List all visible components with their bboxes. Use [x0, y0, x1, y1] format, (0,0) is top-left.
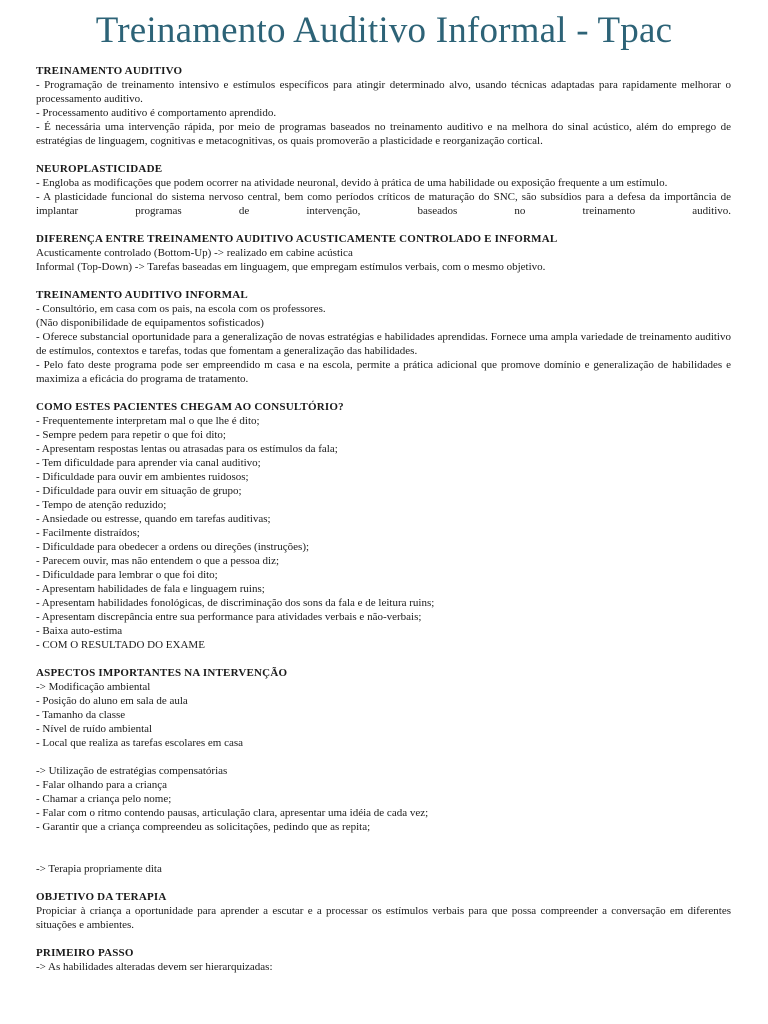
list-item: -> Modificação ambiental	[36, 681, 151, 693]
paragraph: Acusticamente controlado (Bottom-Up) -> realizado em cabine acústica	[36, 247, 353, 259]
section-heading: TREINAMENTO AUDITIVO	[36, 65, 183, 77]
list-item: - COM O RESULTADO DO EXAME	[36, 639, 205, 651]
list-item: - Local que realiza as tarefas escolares em casa	[36, 737, 244, 749]
section-heading: TREINAMENTO AUDITIVO INFORMAL	[36, 289, 248, 301]
list-item: -> Terapia propriamente dita	[36, 863, 162, 875]
paragraph: - Engloba as modificações que podem ocorrer na atividade neuronal, devido à prática de uma habilidade ou exposição frequente a um estímulo.	[36, 177, 668, 189]
list-item: - Dificuldade para ouvir em situação de grupo;	[36, 485, 242, 497]
list-item: - Tamanho da classe	[36, 709, 126, 721]
list-item: - Falar com o ritmo contendo pausas, articulação clara, apresentar uma idéia de cada vez;	[36, 807, 429, 819]
section-aspectos-importantes	[36, 666, 731, 876]
section-como-chegam	[36, 400, 731, 652]
list-item: - Chamar a criança pelo nome;	[36, 793, 172, 805]
list-item: - Apresentam habilidades de fala e linguagem ruins;	[36, 583, 265, 595]
paragraph: - Programação de treinamento intensivo e estímulos específicos para atingir determinado alvo, usando técnicas adaptadas para rapidamente melhorar o processamento auditivo.	[36, 79, 731, 105]
paragraph: - Processamento auditivo é comportamento aprendido.	[36, 107, 277, 119]
section-neuroplasticidade	[36, 162, 731, 218]
paragraph: - Oferece substancial oportunidade para a generalização de novas estratégias e habilidades aprendidas. Fornece uma ampla variedade de treinamento auditivo de estímulos, contextos e tarefas, todas que fomentam a generalização das habilidades.	[36, 331, 731, 357]
list-item: - Facilmente distraídos;	[36, 527, 140, 539]
section-heading: NEUROPLASTICIDADE	[36, 163, 163, 175]
section-heading: COMO ESTES PACIENTES CHEGAM AO CONSULTÓRIO?	[36, 401, 344, 413]
list-item: - Sempre pedem para repetir o que foi dito;	[36, 429, 226, 441]
list-item: - Dificuldade para lembrar o que foi dito;	[36, 569, 218, 581]
section-heading: OBJETIVO DA TERAPIA	[36, 891, 167, 903]
list-item: - Parecem ouvir, mas não entendem o que a pessoa diz;	[36, 555, 280, 567]
list-item: - Apresentam habilidades fonológicas, de discriminação dos sons da fala e de leitura ruins;	[36, 597, 435, 609]
paragraph: - É necessária uma intervenção rápida, por meio de programas baseados no treinamento auditivo e na melhora do sinal acústico, além do emprego de estratégias de linguagem, cognitivas e metacognitivas, os quais promoverão a plasticidade e reorganização cortical.	[36, 121, 731, 147]
spacer	[36, 750, 731, 764]
list-item: - Garantir que a criança compreendeu as solicitações, pedindo que as repita;	[36, 821, 371, 833]
list-item: -> Utilização de estratégias compensatórias	[36, 765, 228, 777]
document-body	[36, 64, 731, 988]
section-heading: DIFERENÇA ENTRE TREINAMENTO AUDITIVO ACUSTICAMENTE CONTROLADO E INFORMAL	[36, 233, 558, 245]
paragraph: - Pelo fato deste programa pode ser empreendido m casa e na escola, permite a prática adicional que promove domínio e generalização de habilidades e maximiza a eficácia do programa de tratamento.	[36, 359, 731, 385]
list-item: - Tem dificuldade para aprender via canal auditivo;	[36, 457, 261, 469]
paragraph: - Consultório, em casa com os pais, na escola com os professores.	[36, 303, 326, 315]
section-treinamento-informal	[36, 288, 731, 386]
list-item: - Falar olhando para a criança	[36, 779, 168, 791]
section-heading: PRIMEIRO PASSO	[36, 947, 134, 959]
document-title: Treinamento Auditivo Informal - Tpac	[95, 10, 673, 51]
section-objetivo-terapia	[36, 890, 731, 932]
paragraph: -> As habilidades alteradas devem ser hierarquizadas:	[36, 961, 273, 973]
list-item: - Apresentam respostas lentas ou atrasadas para os estímulos da fala;	[36, 443, 338, 455]
list-item: - Tempo de atenção reduzido;	[36, 499, 167, 511]
paragraph: (Não disponibilidade de equipamentos sofisticados)	[36, 317, 264, 329]
list-item: - Dificuldade para ouvir em ambientes ruidosos;	[36, 471, 249, 483]
list-item: - Dificuldade para obedecer a ordens ou direções (instruções);	[36, 541, 310, 553]
paragraph: - A plasticidade funcional do sistema nervoso central, bem como períodos críticos de maturação do SNC, são subsídios para a defesa da importância de implantar programas de intervenção, baseados no treinamento auditivo.	[36, 191, 731, 217]
list-item: - Apresentam discrepância entre sua performance para atividades verbais e não-verbais;	[36, 611, 422, 623]
list-item: - Baixa auto-estima	[36, 625, 123, 637]
list-item: - Nível de ruído ambiental	[36, 723, 153, 735]
section-primeiro-passo	[36, 946, 731, 974]
paragraph: Informal (Top-Down) -> Tarefas baseadas em linguagem, que empregam estímulos verbais, com o mesmo objetivo.	[36, 261, 546, 273]
section-heading: ASPECTOS IMPORTANTES NA INTERVENÇÃO	[36, 667, 288, 679]
spacer	[36, 834, 731, 862]
list-item: - Frequentemente interpretam mal o que lhe é dito;	[36, 415, 260, 427]
section-treinamento-auditivo	[36, 64, 731, 148]
list-item: - Posição do aluno em sala de aula	[36, 695, 188, 707]
list-item: - Ansiedade ou estresse, quando em tarefas auditivas;	[36, 513, 271, 525]
paragraph: Propiciar à criança a oportunidade para aprender a escutar e a processar os estímulos verbais para que possa compreender a conversação em diferentes situações e ambientes.	[36, 905, 731, 931]
section-diferenca	[36, 232, 731, 274]
